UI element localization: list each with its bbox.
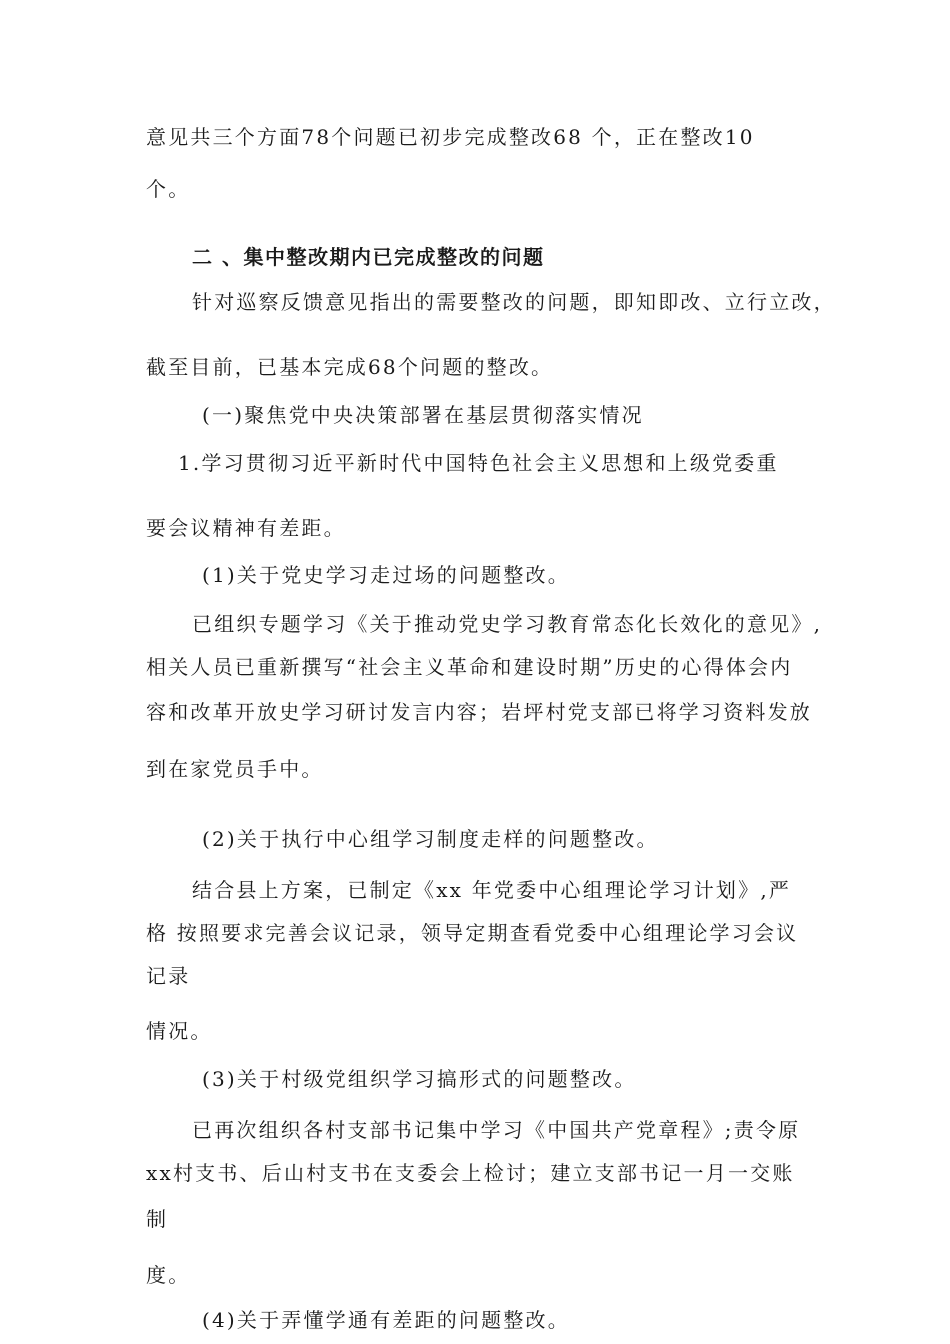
paragraph-line: 到在家党员手中。 (146, 757, 324, 781)
paragraph-line: 意见共三个方面78个问题已初步完成整改68 个，正在整改10 (146, 125, 755, 149)
sub-item-heading: (4)关于弄懂学通有差距的问题整改。 (202, 1308, 570, 1332)
paragraph-line: 针对巡察反馈意见指出的需要整改的问题，即知即改、立行立改， (192, 290, 836, 314)
paragraph-line: 度。 (146, 1263, 191, 1287)
sub-item-heading: (3)关于村级党组织学习搞形式的问题整改。 (202, 1067, 637, 1091)
section-heading: 二 、集中整改期内已完成整改的问题 (192, 245, 545, 269)
subsection-heading: (一)聚焦党中央决策部署在基层贯彻落实情况 (202, 403, 644, 427)
paragraph-line: 已再次组织各村支部书记集中学习《中国共产党章程》;责令原 (192, 1118, 801, 1142)
item-heading: 1.学习贯彻习近平新时代中国特色社会主义思想和上级党委重 (178, 451, 779, 475)
paragraph-line: 制 (146, 1207, 169, 1231)
sub-item-heading: (2)关于执行中心组学习制度走样的问题整改。 (202, 827, 659, 851)
paragraph-line: 个。 (146, 177, 191, 201)
paragraph-line: 格 按照要求完善会议记录，领导定期查看党委中心组理论学习会议 (146, 921, 799, 945)
paragraph-line: 记录 (146, 964, 191, 988)
paragraph-line: xx村支书、后山村支书在支委会上检讨；建立支部书记一月一交账 (146, 1161, 795, 1185)
paragraph-line: 情况。 (146, 1019, 213, 1043)
item-heading-continuation: 要会议精神有差距。 (146, 516, 346, 540)
paragraph-line: 相关人员已重新撰写“社会主义革命和建设时期”历史的心得体会内 (146, 655, 793, 679)
paragraph-line: 截至目前，已基本完成68个问题的整改。 (146, 355, 554, 379)
paragraph-line: 已组织专题学习《关于推动党史学习教育常态化长效化的意见》, (192, 612, 823, 636)
sub-item-heading: (1)关于党史学习走过场的问题整改。 (202, 563, 570, 587)
paragraph-line: 结合县上方案，已制定《xx 年党委中心组理论学习计划》,严 (192, 878, 792, 902)
paragraph-line: 容和改革开放史学习研讨发言内容；岩坪村党支部已将学习资料发放 (146, 700, 812, 724)
